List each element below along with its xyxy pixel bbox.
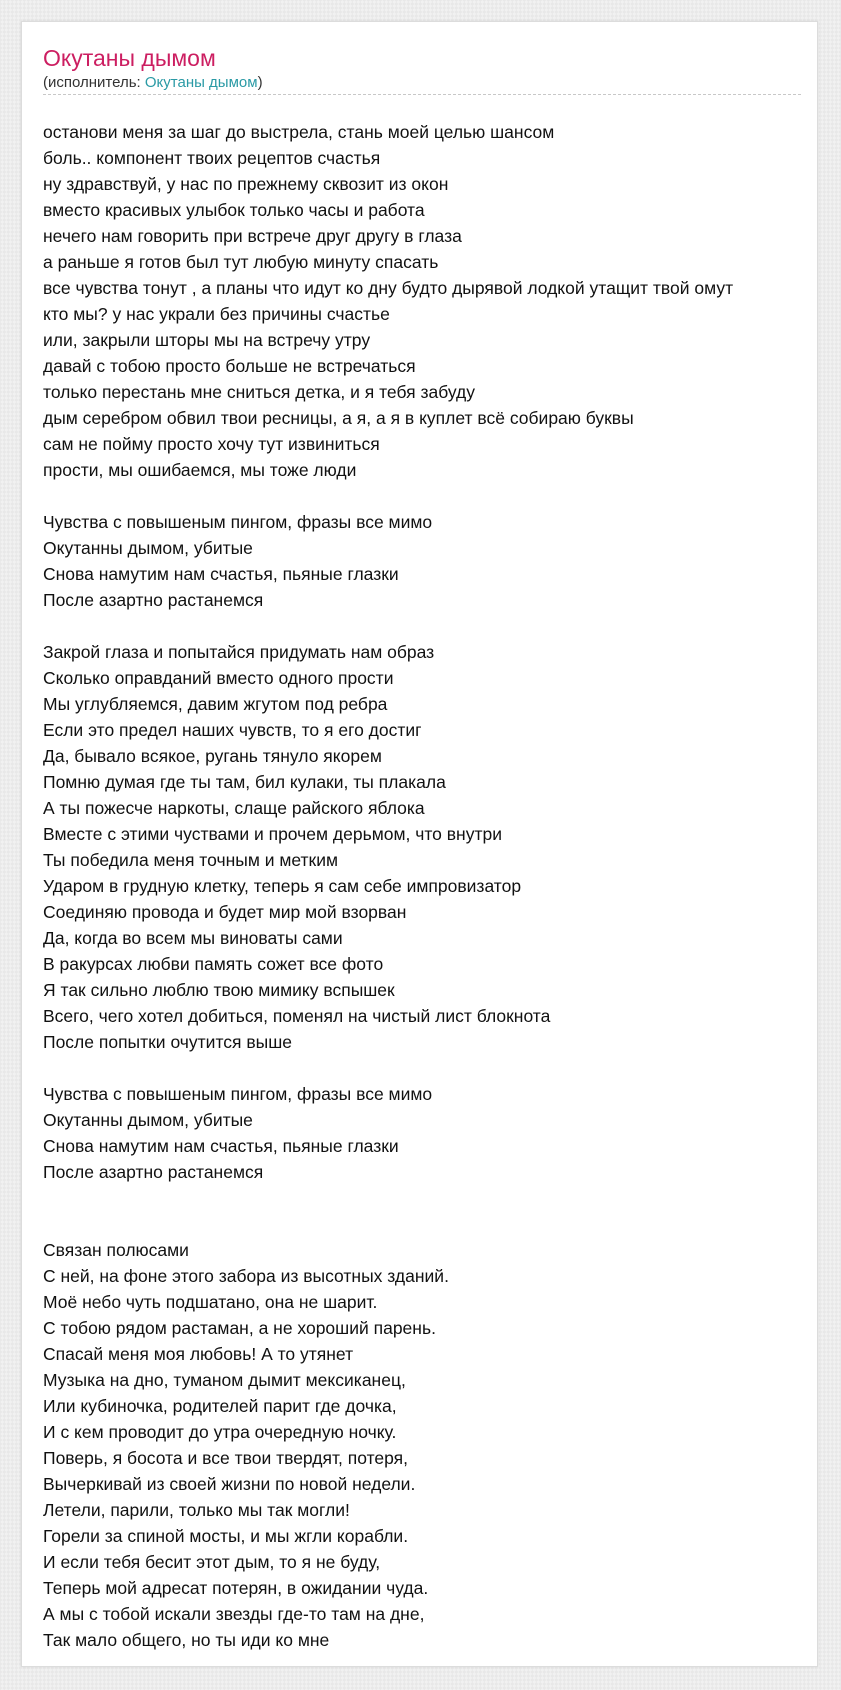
- lyric-line: Ты победила меня точным и метким: [43, 850, 339, 870]
- lyric-line: Так мало общего, но ты иди ко мне: [43, 1630, 330, 1650]
- stanza-break: [43, 1055, 841, 1081]
- lyric-line: Летели, парили, только мы так могли!: [43, 1500, 350, 1520]
- lyric-line: Или кубиночка, родителей парит где дочка,: [43, 1396, 397, 1416]
- lyric-line: Связан полюсами: [43, 1240, 189, 1260]
- lyric-line: Если это предел наших чувств, то я его достиг: [43, 720, 422, 740]
- lyric-line: Окутанны дымом, убитые: [43, 538, 253, 558]
- lyric-line: Горели за спиной мосты, и мы жгли корабли.: [43, 1526, 409, 1546]
- lyrics-card: [21, 21, 818, 1667]
- lyric-line: Соединяю провода и будет мир мой взорван: [43, 902, 407, 922]
- lyric-line: Да, бывало всякое, ругань тянуло якорем: [43, 746, 382, 766]
- lyric-line: А ты пожесче наркоты, слаще райского яблока: [43, 798, 425, 818]
- lyric-line: А мы с тобой искали звезды где-то там на дне,: [43, 1604, 425, 1624]
- lyric-line: Сколько оправданий вместо одного прости: [43, 668, 394, 688]
- chorus-2: [43, 1081, 841, 1185]
- lyric-line: Ударом в грудную клетку, теперь я сам себе импровизатор: [43, 876, 522, 896]
- lyric-line: только перестань мне сниться детка, и я тебя забуду: [43, 382, 475, 402]
- lyric-line: Мы углубляемся, давим жгутом под ребра: [43, 694, 388, 714]
- lyric-line: дым серебром обвил твои ресницы, а я, а я в куплет всё собираю буквы: [43, 408, 634, 428]
- lyric-line: Чувства с повышеным пингом, фразы все мимо: [43, 1084, 433, 1104]
- lyric-line: прости, мы ошибаемся, мы тоже люди: [43, 460, 357, 480]
- stanza-break: [43, 1185, 841, 1237]
- lyric-line: Музыка на дно, туманом дымит мексиканец,: [43, 1370, 406, 1390]
- artist-link[interactable]: Окутаны дымом: [144, 74, 258, 91]
- lyric-line: Окутанны дымом, убитые: [43, 1110, 253, 1130]
- lyric-line: давай с тобою просто больше не встречаться: [43, 356, 416, 376]
- title-divider: [43, 94, 801, 95]
- lyric-line: Снова намутим нам счастья, пьяные глазки: [43, 564, 399, 584]
- lyric-line: Теперь мой адресат потерян, в ожидании чуда.: [43, 1578, 429, 1598]
- lyric-line: После попытки очутится выше: [43, 1032, 292, 1052]
- lyric-line: И если тебя бесит этот дым, то я не буду,: [43, 1552, 381, 1572]
- lyric-line: кто мы? у нас украли без причины счастье: [43, 304, 390, 324]
- lyric-line: После азартно растанемся: [43, 590, 264, 610]
- lyric-line: Поверь, я босота и все твои твердят, потеря,: [43, 1448, 409, 1468]
- artist-suffix: ): [257, 74, 263, 91]
- chorus-1: [43, 509, 841, 613]
- lyric-line: С тобою рядом растаман, а не хороший парень.: [43, 1318, 436, 1338]
- song-title: Окутаны дымом: [43, 45, 216, 71]
- lyric-line: Чувства с повышеным пингом, фразы все мимо: [43, 512, 433, 532]
- lyric-line: Всего, чего хотел добиться, поменял на чистый лист блокнота: [43, 1006, 551, 1026]
- lyric-line: Да, когда во всем мы виноваты сами: [43, 928, 343, 948]
- stanza-break: [43, 613, 841, 639]
- verse-2: [43, 639, 841, 1055]
- lyric-line: В ракурсах любви память сожет все фото: [43, 954, 384, 974]
- lyric-line: Вместе с этими чуствами и прочем дерьмом, что внутри: [43, 824, 502, 844]
- lyric-line: С ней, на фоне этого забора из высотных зданий.: [43, 1266, 449, 1286]
- lyric-line: или, закрыли шторы мы на встречу утру: [43, 330, 371, 350]
- lyrics-text: [43, 119, 841, 1653]
- verse-3: [43, 1237, 841, 1653]
- lyric-line: Моё небо чуть подшатано, она не шарит.: [43, 1292, 378, 1312]
- lyric-line: сам не пойму просто хочу тут извиниться: [43, 434, 380, 454]
- lyric-line: И с кем проводит до утра очередную ночку.: [43, 1422, 397, 1442]
- lyric-line: Помню думая где ты там, бил кулаки, ты плакала: [43, 772, 446, 792]
- lyric-line: нечего нам говорить при встрече друг другу в глаза: [43, 226, 462, 246]
- lyric-line: боль.. компонент твоих рецептов счастья: [43, 148, 381, 168]
- lyric-line: Вычеркивай из своей жизни по новой недели.: [43, 1474, 416, 1494]
- verse-1: [43, 119, 841, 483]
- lyric-line: вместо красивых улыбок только часы и работа: [43, 200, 425, 220]
- lyric-line: Снова намутим нам счастья, пьяные глазки: [43, 1136, 399, 1156]
- artist-line: [43, 73, 263, 93]
- lyric-line: а раньше я готов был тут любую минуту спасать: [43, 252, 439, 272]
- lyric-line: Закрой глаза и попытайся придумать нам образ: [43, 642, 435, 662]
- lyric-line: останови меня за шаг до выстрела, стань моей целью шансом: [43, 122, 555, 142]
- lyric-line: все чувства тонут , а планы что идут ко дну будто дырявой лодкой утащит твой омут: [43, 278, 734, 298]
- stanza-break: [43, 483, 841, 509]
- lyric-line: Спасай меня моя любовь! А то утянет: [43, 1344, 354, 1364]
- lyric-line: Я так сильно люблю твою мимику вспышек: [43, 980, 395, 1000]
- lyric-line: После азартно растанемся: [43, 1162, 264, 1182]
- artist-prefix: (исполнитель:: [43, 74, 145, 91]
- lyric-line: ну здравствуй, у нас по прежнему сквозит из окон: [43, 174, 449, 194]
